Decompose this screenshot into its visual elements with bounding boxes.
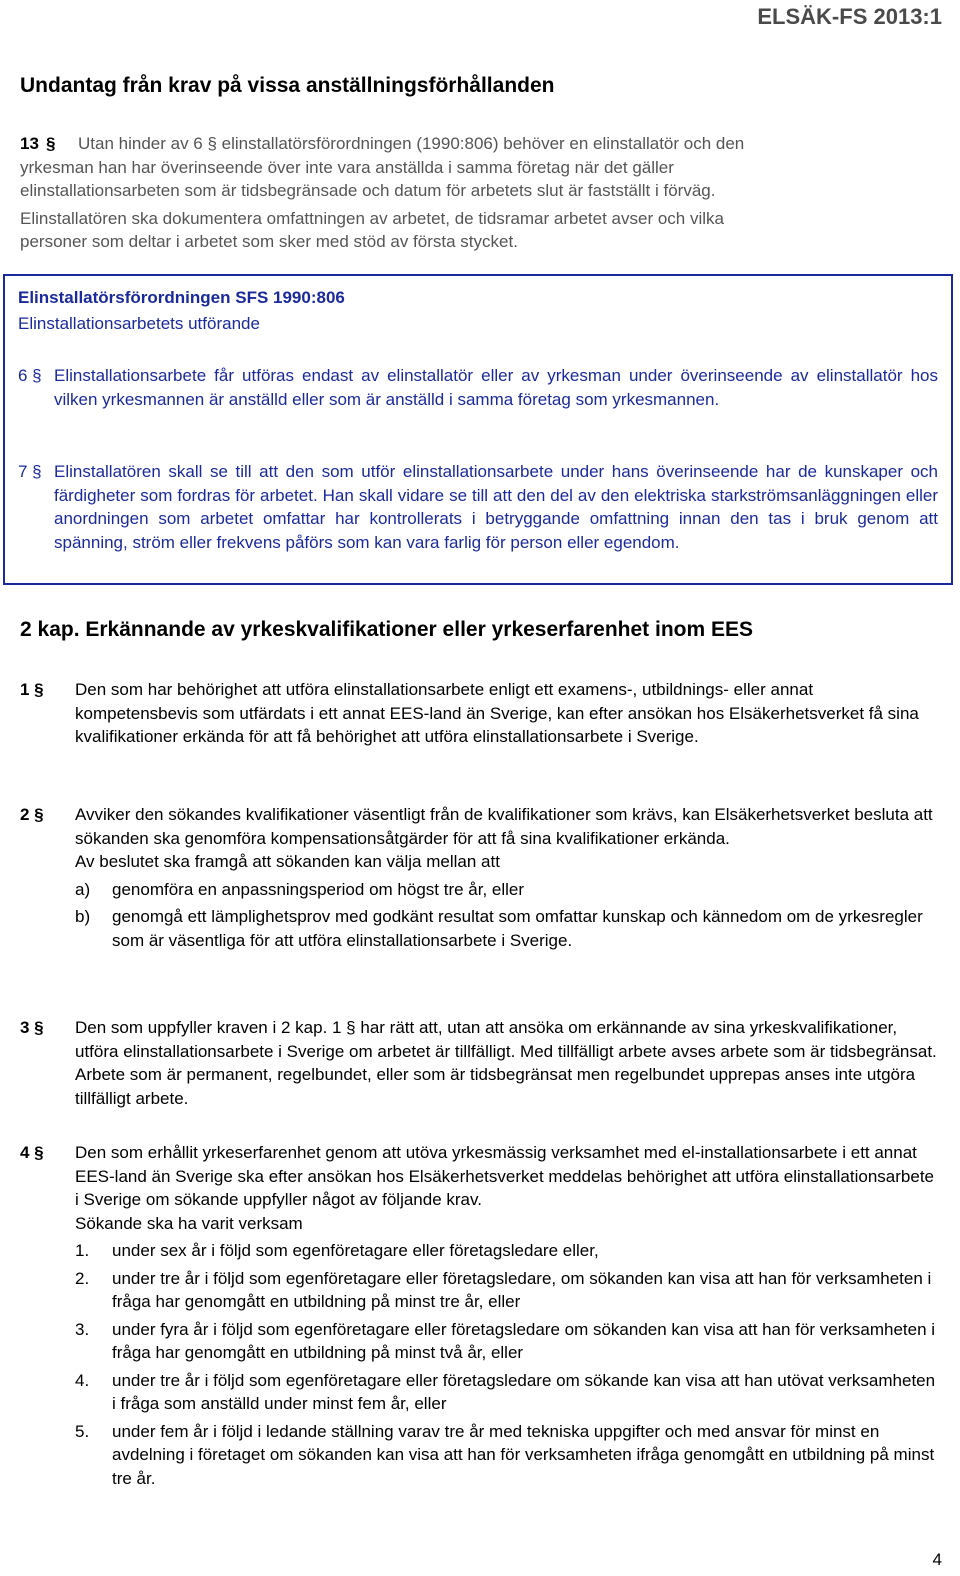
page-number: 4 (932, 1550, 942, 1569)
list-text: under tre år i följd som egenföretagare eller företagsledare om sökande kan visa att han utövat verksamheten i fråga som anställd under minst fem år, eller (112, 1370, 936, 1413)
paragraph-line: personer som deltar i arbetet som sker med stöd av första stycket. (20, 232, 518, 251)
paragraph-line: elinstallationsarbeten som är tidsbegränsade och datum för arbetets slut är fastställt i förväg. (20, 181, 716, 200)
list-marker: 2. (75, 1268, 90, 1288)
list-marker: a) (75, 879, 91, 899)
list-text: under sex år i följd som egenföretagare eller företagsledare eller, (112, 1241, 599, 1260)
section-label: 4 § (20, 1143, 44, 1162)
box-paragraph-7 (18, 460, 938, 554)
paragraph-number: 13 (20, 134, 39, 153)
paragraph-line: yrkesman han har överinseende över inte vara anställda i samma företag när det gäller (20, 157, 674, 177)
regulation-box (3, 274, 953, 585)
section-label: 3 § (20, 1018, 44, 1037)
section-label: 2 § (20, 805, 44, 824)
section-2 (20, 803, 940, 952)
paragraph-line: Utan hinder av 6 § elinstallatörsförordningen (1990:806) behöver en elinstallatör och den (78, 134, 745, 153)
list-text: genomgå ett lämplighetsprov med godkänt resultat som omfattar kunskap och kännedom om de yrkesregler som är väsentliga för att utföra elinstallationsarbete i Sverige. (112, 907, 923, 950)
list-marker: 1. (75, 1241, 90, 1260)
section-3 (20, 1016, 940, 1110)
list-item (75, 878, 940, 902)
paragraph-13 (20, 132, 940, 254)
list-item (75, 1369, 940, 1416)
section-intro: Av beslutet ska framgå att sökanden kan välja mellan att (75, 852, 500, 871)
list-marker: 4. (75, 1370, 90, 1390)
list-item (75, 1420, 940, 1491)
section-4 (20, 1141, 940, 1490)
list-item (75, 1239, 940, 1263)
document-header: ELSÄK-FS 2013:1 (757, 4, 942, 29)
paragraph-label: 7 § (18, 462, 42, 481)
section-1 (20, 678, 940, 749)
section-text: Den som uppfyller kraven i 2 kap. 1 § har rätt att, utan att ansöka om erkännande av sina yrkeskvalifikationer, utföra elinstallationsarbete i Sverige om arbetet är tillfälligt. Med tillfälligt arbete avses arbete som är tidsbegränsat. Arbete som är permanent, regelbundet, eller som är tidsbegränsat men regelbundet upprepas anses inte utgöra tillfälligt arbete. (75, 1018, 937, 1108)
box-paragraph-6 (18, 364, 938, 411)
list-item (75, 1267, 940, 1314)
section-text: Den som har behörighet att utföra elinstallationsarbete enligt ett examens-, utbildnings- eller annat kompetensbevis som utfärdats i ett annat EES-land än Sverige, kan efter ansökan hos Elsäkerhetsverket få sina kvalifikationer erkända för att få behörighet att utföra elinstallationsarbete i Sverige. (75, 680, 919, 746)
paragraph-text: Elinstallatören skall se till att den som utför elinstallationsarbete under hans överinseende har de kunskaper och färdigheter som fordras för arbetet. Han skall vidare se till att den del av den elektriska starkströmsanläggningen eller anordningen som arbetet omfattar har kontrollerats i betryggande omfattning innan den tas i bruk genom att spänning, ström eller frekvens påförs som kan vara farlig för person eller egendom. (54, 462, 938, 552)
paragraph-label: 6 § (18, 366, 42, 385)
list-marker: 3. (75, 1319, 90, 1339)
section-heading: Undantag från krav på vissa anställningsförhållanden (20, 74, 555, 97)
list-text: under tre år i följd som egenföretagare eller företagsledare, om sökanden kan visa att han för verksamheten i fråga har genomgått en utbildning på minst tre år, eller (112, 1268, 932, 1311)
list-text: genomföra en anpassningsperiod om högst tre år, eller (112, 879, 525, 899)
list-item (75, 905, 940, 952)
list-marker: b) (75, 907, 91, 926)
list-item (75, 1318, 940, 1365)
list-marker: 5. (75, 1421, 90, 1441)
section-text: Den som erhållit yrkeserfarenhet genom att utöva yrkesmässig verksamhet med el-installationsarbete i ett annat EES-land än Sverige ska efter ansökan hos Elsäkerhetsverket meddelas behörighet att utföra elinstallationsarbete i Sverige om sökande uppfyller något av följande krav. (75, 1143, 934, 1209)
box-title: Elinstallatörsförordningen SFS 1990:806 (18, 288, 345, 307)
paragraph-text: Elinstallationsarbete får utföras endast av elinstallatör eller av yrkesman under överinseende av elinstallatör hos vilken yrkesmannen är anställd eller som är anställd i samma företag som yrkesmannen. (54, 366, 938, 409)
box-subtitle: Elinstallationsarbetets utförande (18, 314, 260, 333)
section-intro: Sökande ska ha varit verksam (75, 1213, 303, 1233)
list-text: under fyra år i följd som egenföretagare eller företagsledare om sökanden kan visa att han för verksamheten i fråga har genomgått en utbildning på minst två år, eller (112, 1319, 936, 1362)
section-label: 1 § (20, 680, 44, 699)
section-sign: § (46, 134, 56, 153)
section-text: Avviker den sökandes kvalifikationer väsentligt från de kvalifikationer som krävs, kan Elsäkerhetsverket besluta att sökanden ska genomföra kompensationsåtgärder för att få sina kvalifikationer erkända. (75, 805, 933, 848)
list-text: under fem år i följd i ledande ställning varav tre år med tekniska uppgifter och med ansvar för minst en avdelning i företaget om sökanden kan visa att han för verksamheten ifråga genomgått en utbildning på minst tre år. (112, 1421, 935, 1488)
paragraph-line: Elinstallatören ska dokumentera omfattningen av arbetet, de tidsramar arbetet avser och vilka (20, 208, 724, 228)
chapter-heading: 2 kap. Erkännande av yrkeskvalifikationer eller yrkeserfarenhet inom EES (20, 618, 754, 641)
